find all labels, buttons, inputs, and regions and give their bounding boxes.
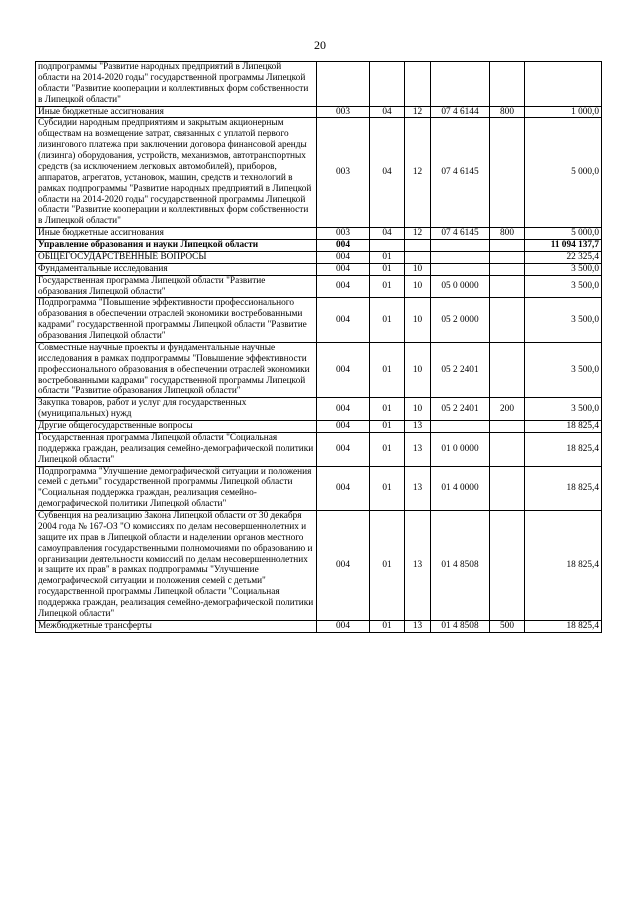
target-article-cell: 05 0 0000: [431, 275, 490, 298]
section-code-cell: 01: [370, 398, 405, 421]
table-row: [36, 263, 602, 275]
subsection-code-cell: 13: [405, 466, 431, 511]
subsection-code-cell: 10: [405, 398, 431, 421]
target-article-cell: [431, 263, 490, 275]
item-name-cell: Межбюджетные трансферты: [36, 620, 317, 632]
section-code-cell: 01: [370, 342, 405, 397]
section-code-cell: 04: [370, 228, 405, 240]
amount-cell: 1 000,0: [525, 106, 602, 118]
amount-cell: 22 325,4: [525, 251, 602, 263]
expense-type-cell: [490, 240, 525, 252]
item-name-cell: Субсидии народным предприятиям и закрытым акционерным обществам на возмещение затрат, связанных с уплатой первого лизингового платежа при заключении договора финансовой аренды (лизинга) оборудования, устройств, механизмов, автотранспортных средств (за исключением легковых автомобилей), приборов, аппаратов, агрегатов, установок, машин, средств и технологий в рамках подпрограммы "Развитие народных предприятий в Липецкой области на 2014-2020 годы" государственной программы Липецкой области "Развитие кооперации и коллективных форм собственности в Липецкой области": [36, 118, 317, 228]
expense-type-cell: [490, 342, 525, 397]
subsection-code-cell: 13: [405, 421, 431, 433]
amount-cell: 3 500,0: [525, 342, 602, 397]
item-name-cell: Иные бюджетные ассигнования: [36, 228, 317, 240]
expense-type-cell: [490, 421, 525, 433]
table-row: [36, 251, 602, 263]
amount-cell: 3 500,0: [525, 298, 602, 343]
expense-type-cell: 800: [490, 228, 525, 240]
section-code-cell: 04: [370, 118, 405, 228]
table-row: [36, 62, 602, 107]
table-row: [36, 466, 602, 511]
section-code-cell: [370, 62, 405, 107]
table-row: [36, 228, 602, 240]
subsection-code-cell: 10: [405, 342, 431, 397]
amount-cell: [525, 62, 602, 107]
subsection-code-cell: 13: [405, 432, 431, 466]
subsection-code-cell: [405, 62, 431, 107]
table-row: [36, 432, 602, 466]
section-code-cell: 01: [370, 275, 405, 298]
administrator-code-cell: 003: [317, 106, 370, 118]
item-name-cell: Иные бюджетные ассигнования: [36, 106, 317, 118]
table-row: [36, 275, 602, 298]
target-article-cell: 01 4 8508: [431, 511, 490, 621]
page-number: 20: [314, 38, 326, 52]
target-article-cell: 05 2 2401: [431, 342, 490, 397]
administrator-code-cell: 004: [317, 298, 370, 343]
expense-type-cell: [490, 511, 525, 621]
table-row: [36, 398, 602, 421]
item-name-cell: Совместные научные проекты и фундаментальные научные исследования в рамках подпрограммы "Повышение эффективности профессионального образования в обеспечении отраслей экономики востребованными кадрами" государственной программы Липецкой области "Развитие образования Липецкой области": [36, 342, 317, 397]
target-article-cell: [431, 251, 490, 263]
amount-cell: 18 825,4: [525, 432, 602, 466]
section-code-cell: [370, 240, 405, 252]
administrator-code-cell: 003: [317, 118, 370, 228]
administrator-code-cell: 004: [317, 251, 370, 263]
amount-cell: 3 500,0: [525, 263, 602, 275]
target-article-cell: [431, 421, 490, 433]
target-article-cell: 05 2 2401: [431, 398, 490, 421]
item-name-cell: Подпрограмма "Повышение эффективности профессионального образования в обеспечении отраслей экономики востребованными кадрами" государственной программы Липецкой области "Развитие образования Липецкой области": [36, 298, 317, 343]
administrator-code-cell: 004: [317, 263, 370, 275]
target-article-cell: 07 4 6145: [431, 118, 490, 228]
administrator-code-cell: 004: [317, 342, 370, 397]
item-name-cell: Государственная программа Липецкой области "Развитие образования Липецкой области": [36, 275, 317, 298]
table-row: [36, 421, 602, 433]
subsection-code-cell: 13: [405, 620, 431, 632]
amount-cell: 3 500,0: [525, 398, 602, 421]
section-code-cell: 01: [370, 432, 405, 466]
item-name-cell: Фундаментальные исследования: [36, 263, 317, 275]
section-code-cell: 01: [370, 251, 405, 263]
table-row: [36, 342, 602, 397]
administrator-code-cell: 003: [317, 228, 370, 240]
amount-cell: 18 825,4: [525, 511, 602, 621]
target-article-cell: 01 4 0000: [431, 466, 490, 511]
subsection-code-cell: [405, 240, 431, 252]
administrator-code-cell: 004: [317, 620, 370, 632]
expense-type-cell: [490, 298, 525, 343]
amount-cell: 18 825,4: [525, 466, 602, 511]
administrator-code-cell: [317, 62, 370, 107]
subsection-code-cell: 10: [405, 275, 431, 298]
expense-type-cell: 200: [490, 398, 525, 421]
target-article-cell: [431, 62, 490, 107]
amount-cell: 5 000,0: [525, 118, 602, 228]
target-article-cell: 07 4 6144: [431, 106, 490, 118]
administrator-code-cell: 004: [317, 240, 370, 252]
item-name-cell: Подпрограмма "Улучшение демографической ситуации и положения семей с детьми" государственной программы Липецкой области "Социальная поддержка граждан, реализация семейно-демографической политики Липецкой области": [36, 466, 317, 511]
subsection-code-cell: 10: [405, 298, 431, 343]
expense-type-cell: 800: [490, 106, 525, 118]
administrator-code-cell: 004: [317, 511, 370, 621]
administrator-code-cell: 004: [317, 275, 370, 298]
section-code-cell: 04: [370, 106, 405, 118]
table-row: [36, 511, 602, 621]
administrator-code-cell: 004: [317, 466, 370, 511]
amount-cell: 18 825,4: [525, 421, 602, 433]
budget-table: [35, 61, 602, 633]
expense-type-cell: [490, 118, 525, 228]
amount-cell: 11 094 137,7: [525, 240, 602, 252]
item-name-cell: Государственная программа Липецкой области "Социальная поддержка граждан, реализация семейно-демографической политики Липецкой области": [36, 432, 317, 466]
expense-type-cell: 500: [490, 620, 525, 632]
expense-type-cell: [490, 275, 525, 298]
target-article-cell: 07 4 6145: [431, 228, 490, 240]
expense-type-cell: [490, 251, 525, 263]
section-code-cell: 01: [370, 511, 405, 621]
table-row: [36, 620, 602, 632]
administrator-code-cell: 004: [317, 421, 370, 433]
expense-type-cell: [490, 432, 525, 466]
administrator-code-cell: 004: [317, 398, 370, 421]
target-article-cell: [431, 240, 490, 252]
amount-cell: 18 825,4: [525, 620, 602, 632]
subsection-code-cell: 12: [405, 106, 431, 118]
subsection-code-cell: [405, 251, 431, 263]
expense-type-cell: [490, 466, 525, 511]
subsection-code-cell: 12: [405, 118, 431, 228]
target-article-cell: 01 4 8508: [431, 620, 490, 632]
target-article-cell: 05 2 0000: [431, 298, 490, 343]
subsection-code-cell: 13: [405, 511, 431, 621]
subsection-code-cell: 10: [405, 263, 431, 275]
table-row: [36, 118, 602, 228]
table-row: [36, 106, 602, 118]
expense-type-cell: [490, 62, 525, 107]
table-row: [36, 298, 602, 343]
item-name-cell: ОБЩЕГОСУДАРСТВЕННЫЕ ВОПРОСЫ: [36, 251, 317, 263]
item-name-cell: подпрограммы "Развитие народных предприятий в Липецкой области на 2014-2020 годы" государственной программы Липецкой области "Развитие кооперации и коллективных форм собственности в Липецкой области": [36, 62, 317, 107]
table-row: [36, 240, 602, 252]
amount-cell: 5 000,0: [525, 228, 602, 240]
item-name-cell: Субвенция на реализацию Закона Липецкой области от 30 декабря 2004 года № 167-ОЗ "О комиссиях по делам несовершеннолетних и защите их прав в Липецкой области и наделении органов местного самоуправления государственными полномочиями по образованию и организации деятельности комиссий по делам несовершеннолетних и защите их прав" в рамках подпрограммы "Улучшение демографической ситуации и положения семей с детьми" государственной программы Липецкой области "Социальная поддержка граждан, реализация семейно-демографической политики Липецкой области": [36, 511, 317, 621]
administrator-code-cell: 004: [317, 432, 370, 466]
amount-cell: 3 500,0: [525, 275, 602, 298]
budget-table-body: [36, 62, 602, 633]
expense-type-cell: [490, 263, 525, 275]
section-code-cell: 01: [370, 466, 405, 511]
subsection-code-cell: 12: [405, 228, 431, 240]
section-code-cell: 01: [370, 263, 405, 275]
section-code-cell: 01: [370, 620, 405, 632]
item-name-cell: Другие общегосударственные вопросы: [36, 421, 317, 433]
section-code-cell: 01: [370, 421, 405, 433]
target-article-cell: 01 0 0000: [431, 432, 490, 466]
section-code-cell: 01: [370, 298, 405, 343]
item-name-cell: Управление образования и науки Липецкой области: [36, 240, 317, 252]
item-name-cell: Закупка товаров, работ и услуг для государственных (муниципальных) нужд: [36, 398, 317, 421]
